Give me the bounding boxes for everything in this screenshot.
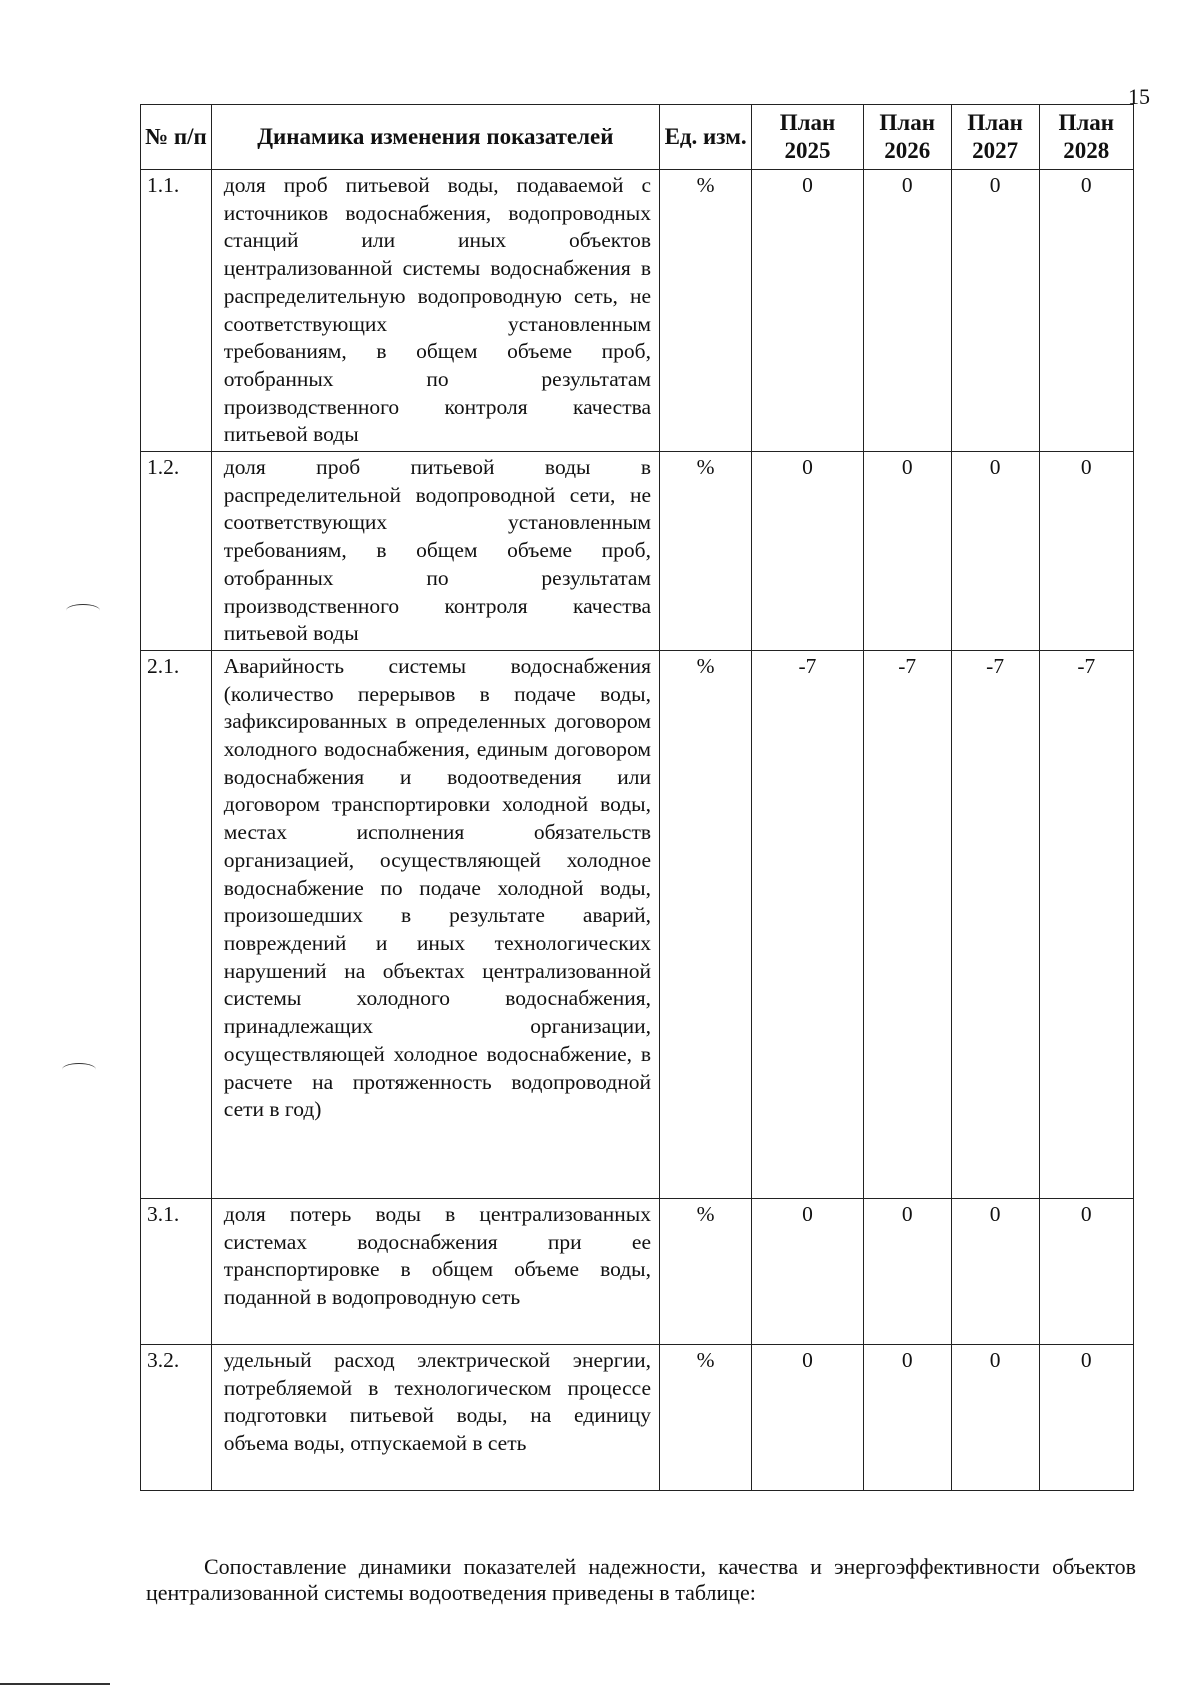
table-row: [141, 170, 1134, 452]
row-plan-2025: 0: [752, 170, 864, 452]
header-num: № п/п: [141, 105, 212, 170]
page-edge-line: [0, 1683, 110, 1685]
row-number: 1.2.: [141, 452, 212, 651]
row-plan-2027: -7: [951, 650, 1039, 1198]
table-caption-paragraph: Сопоставление динамики показателей надежности, качества и энергоэффективности объектов централизованной системы водоотведения приведены в таблице:: [146, 1554, 1136, 1605]
row-plan-2027: 0: [951, 1198, 1039, 1344]
binding-mark: [62, 1063, 96, 1076]
row-plan-2028: 0: [1039, 1198, 1133, 1344]
row-plan-2026: 0: [863, 1344, 951, 1490]
row-unit: %: [660, 1198, 752, 1344]
row-plan-2028: 0: [1039, 170, 1133, 452]
row-plan-2026: 0: [863, 1198, 951, 1344]
row-plan-2026: 0: [863, 170, 951, 452]
row-plan-2025: 0: [752, 1344, 864, 1490]
table-row: [141, 452, 1134, 651]
row-unit: %: [660, 452, 752, 651]
row-number: 3.2.: [141, 1344, 212, 1490]
row-plan-2027: 0: [951, 452, 1039, 651]
row-description: доля потерь воды в централизованных системах водоснабжения при ее транспортировке в общем объеме воды, поданной в водопроводную сеть: [211, 1198, 659, 1344]
row-number: 2.1.: [141, 650, 212, 1198]
row-plan-2025: 0: [752, 452, 864, 651]
header-unit: Ед. изм.: [660, 105, 752, 170]
row-unit: %: [660, 170, 752, 452]
row-plan-2028: -7: [1039, 650, 1133, 1198]
table-header-row: [141, 105, 1134, 170]
row-description: доля проб питьевой воды, подаваемой с источников водоснабжения, водопроводных станций или иных объектов централизованной системы водоснабжения в распределительную водопроводную сеть, не соответствующих установленным требованиям, в общем объеме проб, отобранных по результатам производственного контроля качества питьевой воды: [211, 170, 659, 452]
row-plan-2025: -7: [752, 650, 864, 1198]
binding-mark: [66, 604, 100, 617]
row-number: 1.1.: [141, 170, 212, 452]
page-number: 15: [1128, 84, 1150, 109]
row-unit: %: [660, 650, 752, 1198]
table-row: [141, 1198, 1134, 1344]
table-row: [141, 1344, 1134, 1490]
header-plan-2028: План 2028: [1039, 105, 1133, 170]
row-plan-2028: 0: [1039, 1344, 1133, 1490]
row-description: Аварийность системы водоснабжения (количество перерывов в подаче воды, зафиксированных в определенных договором холодного водоснабжения, единым договором водоснабжения и водоотведения или договором транспортировки холодной воды, местах исполнения обязательств организацией, осуществляющей холодное водоснабжение по подаче холодной воды, произошедших в результате аварий, повреждений и иных технологических нарушений на объектах централизованной системы холодного водоснабжения, принадлежащих организации, осуществляющей холодное водоснабжение, в расчете на протяженность водопроводной сети в год): [211, 650, 659, 1198]
row-plan-2027: 0: [951, 170, 1039, 452]
table-row: [141, 650, 1134, 1198]
header-plan-2025: План 2025: [752, 105, 864, 170]
header-plan-2027: План 2027: [951, 105, 1039, 170]
row-description: удельный расход электрической энергии, потребляемой в технологическом процессе подготовки питьевой воды, на единицу объема воды, отпускаемой в сеть: [211, 1344, 659, 1490]
row-plan-2026: -7: [863, 650, 951, 1198]
row-description: доля проб питьевой воды в распределительной водопроводной сети, не соответствующих установленным требованиям, в общем объеме проб, отобранных по результатам производственного контроля качества питьевой воды: [211, 452, 659, 651]
row-number: 3.1.: [141, 1198, 212, 1344]
row-plan-2025: 0: [752, 1198, 864, 1344]
header-description: Динамика изменения показателей: [211, 105, 659, 170]
indicators-table: [140, 104, 1134, 1491]
row-unit: %: [660, 1344, 752, 1490]
row-plan-2027: 0: [951, 1344, 1039, 1490]
row-plan-2028: 0: [1039, 452, 1133, 651]
row-plan-2026: 0: [863, 452, 951, 651]
header-plan-2026: План 2026: [863, 105, 951, 170]
